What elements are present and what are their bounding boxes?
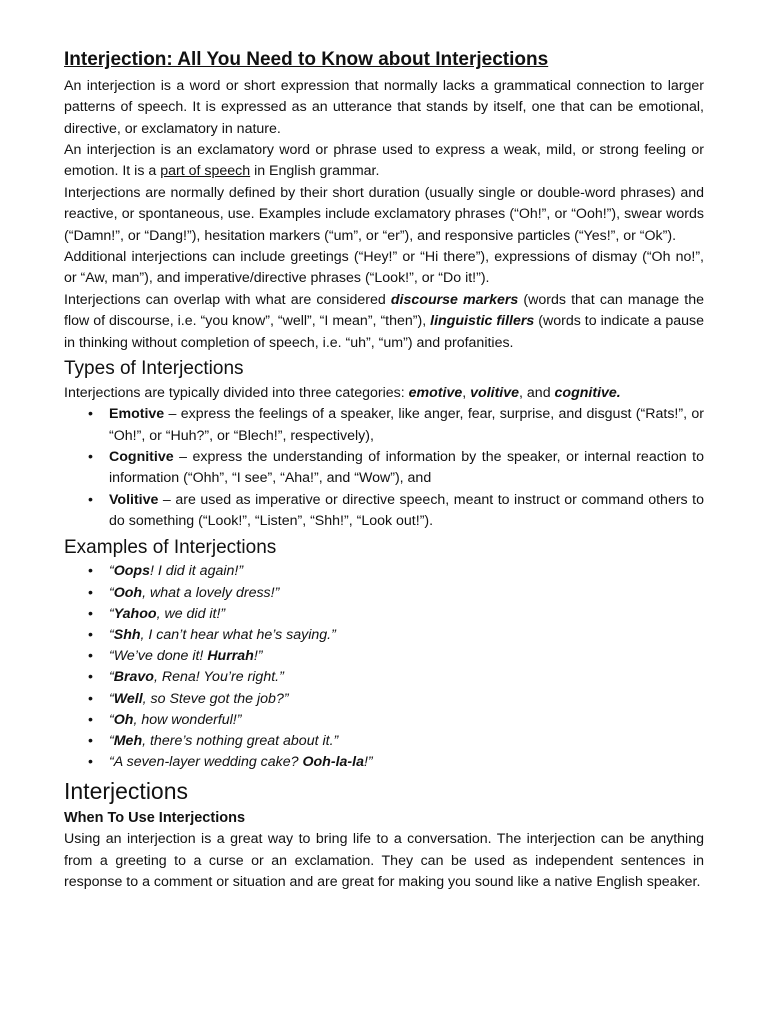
types-heading: Types of Interjections xyxy=(64,358,244,380)
example-interjection: Ooh-la-la xyxy=(302,754,364,771)
category-emotive: emotive xyxy=(408,384,463,401)
intro-paragraph-5 xyxy=(64,290,704,354)
type-description: – express the feelings of a speaker, like anger, fear, surprise, and disgust (“Rats!”, or “Oh!”, or “Huh?”, or “Blech!”, respectively), xyxy=(109,406,704,444)
example-pre: “ xyxy=(109,690,114,707)
types-list xyxy=(64,404,704,532)
example-interjection: Well xyxy=(113,690,143,707)
example-post: , I can’t hear what he’s saying.” xyxy=(140,626,336,643)
examples-list xyxy=(64,561,704,773)
example-pre: “ xyxy=(109,584,114,601)
p2-text-pre: An interjection is an exclamatory word or phrase used to express a weak, mild, or strong feeling or emotion. It is a xyxy=(64,141,704,180)
example-post: , there’s nothing great about it.” xyxy=(142,733,339,749)
example-pre: “ xyxy=(109,711,114,728)
types-list-item xyxy=(109,404,704,447)
discourse-markers-term: discourse markers xyxy=(390,291,519,308)
example-interjection: Yahoo xyxy=(113,605,157,622)
p5-text-e: (words to indicate a pause in thinking without completion of speech, i.e. “uh”, “um”) and profanities. xyxy=(64,313,704,351)
example-post: !” xyxy=(363,754,373,771)
example-pre: “We’ve done it! xyxy=(109,648,208,665)
p2-text-post: in English grammar. xyxy=(250,163,380,180)
p5-text-a: Interjections can overlap with what are considered xyxy=(64,291,391,308)
types-sep-1: , xyxy=(462,384,471,401)
example-pre: “ xyxy=(109,563,114,580)
example-post: , how wonderful!” xyxy=(133,711,242,728)
example-interjection: Ooh xyxy=(113,584,143,601)
intro-paragraph-1: An interjection is a word or short expression that normally lacks a grammatical connection to larger patterns of speech. It is expressed as an utterance that stands by itself, one that can be emotional, directive, or exclamatory in nature. xyxy=(64,77,704,137)
types-intro-text: Interjections are typically divided into three categories: xyxy=(64,384,409,401)
example-item xyxy=(109,752,704,773)
example-post: !” xyxy=(253,648,263,665)
section-heading: Interjections xyxy=(64,778,189,805)
example-item xyxy=(109,625,704,646)
types-list-item xyxy=(109,447,704,490)
example-post: , what a lovely dress!” xyxy=(142,584,280,601)
example-item xyxy=(109,604,704,625)
types-intro xyxy=(64,383,704,404)
example-post: , Rena! You’re right.” xyxy=(153,669,284,686)
category-cognitive: cognitive. xyxy=(554,384,621,401)
intro-paragraph-2 xyxy=(64,140,704,183)
example-item xyxy=(109,561,704,582)
intro-paragraph-4: Additional interjections can include greetings (“Hey!” or “Hi there”), expressions of dismay (“Oh no!”, or “Aw, man”), and imperative/directive phrases (“Look!”, or “Do it!”). xyxy=(64,249,704,287)
example-item xyxy=(109,667,704,688)
example-interjection: Hurrah xyxy=(207,648,254,665)
example-interjection: Bravo xyxy=(113,669,154,686)
examples-heading: Examples of Interjections xyxy=(64,536,277,558)
type-description: – are used as imperative or directive speech, meant to instruct or command others to do something (“Look!”, “Listen”, “Shh!”, “Look out!”). xyxy=(109,491,704,530)
section-subheading: When To Use Interjections xyxy=(64,810,246,827)
section-body: Using an interjection is a great way to bring life to a conversation. The interjection can be anything from a greeting to a curse or an exclamation. They can be used as independent sentences in response to a comment or situation and are great for making you sound like a native English speaker. xyxy=(64,831,704,890)
example-pre: “ xyxy=(109,626,114,643)
type-description: – express the understanding of information by the speaker, or internal reaction to information (“Ohh”, “I see”, “Aha!”, and “Wow”), and xyxy=(109,449,704,487)
example-interjection: Oops xyxy=(113,563,150,580)
types-sep-2: , and xyxy=(519,384,555,401)
category-volitive: volitive xyxy=(470,384,520,401)
example-interjection: Shh xyxy=(113,626,141,643)
example-item xyxy=(109,689,704,710)
example-post: , so Steve got the job?” xyxy=(142,690,289,707)
example-pre: “ xyxy=(109,669,114,686)
example-item xyxy=(109,731,704,752)
example-item xyxy=(109,583,704,604)
example-post: , we did it!” xyxy=(156,605,226,622)
example-pre: “A seven-layer wedding cake? xyxy=(109,754,303,771)
example-interjection: Meh xyxy=(113,733,143,749)
type-term: Cognitive xyxy=(109,449,174,465)
example-item xyxy=(109,710,704,731)
example-post: ! I did it again!” xyxy=(150,563,244,580)
linguistic-fillers-term: linguistic fillers xyxy=(430,313,535,330)
example-interjection: Oh xyxy=(113,711,134,728)
document-title: Interjection: All You Need to Know about Interjections xyxy=(64,49,549,70)
type-term: Volitive xyxy=(109,491,159,508)
p5-text-c: (words that can manage the flow of discourse, i.e. “you know”, “well”, “I mean”, “then”), xyxy=(64,291,704,330)
type-term: Emotive xyxy=(109,406,165,423)
example-item xyxy=(109,646,704,667)
intro-paragraph-3: Interjections are normally defined by their short duration (usually single or double-word phrases) and reactive, or spontaneous, use. Examples include exclamatory phrases (“Oh!”, or “Ooh!”), swear words (“Damn!”, or “Dang!”), hesitation markers (“um”, or “er”), and responsive particles (“Yes!”, or “Ok”). xyxy=(64,184,704,244)
example-pre: “ xyxy=(109,605,114,622)
part-of-speech-link[interactable]: part of speech xyxy=(160,163,251,180)
types-list-item xyxy=(109,490,704,533)
example-pre: “ xyxy=(109,733,114,749)
